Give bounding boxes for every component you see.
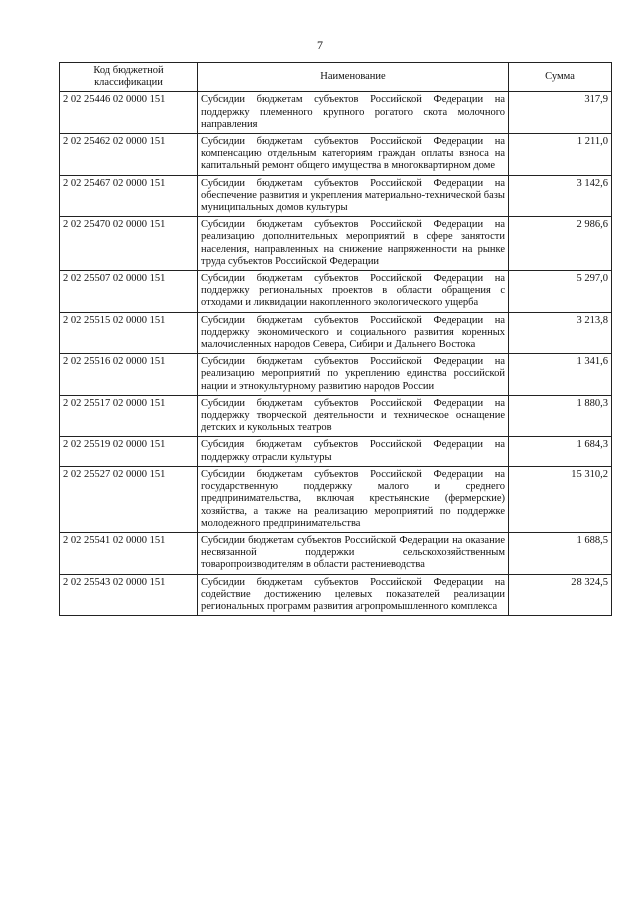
table-row (60, 354, 612, 396)
row-sum: 1 341,6 (509, 354, 612, 396)
row-name: Субсидии бюджетам субъектов Российской Федерации на реализацию дополнительных мероприятий в сфере занятости населения, направленных на снижение напряженности на рынке труда субъектов Российской Федерации (198, 217, 509, 271)
row-sum: 3 142,6 (509, 175, 612, 217)
row-name: Субсидии бюджетам субъектов Российской Федерации на поддержку экономического и социального развития коренных малочисленных народов Севера, Сибири и Дальнего Востока (198, 312, 509, 354)
table-body (60, 92, 612, 616)
row-name: Субсидия бюджетам субъектов Российской Федерации на поддержку отрасли культуры (198, 437, 509, 466)
row-name: Субсидии бюджетам субъектов Российской Федерации на реализацию мероприятий по укреплению единства российской нации и этнокультурному развитию народов России (198, 354, 509, 396)
row-code: 2 02 25515 02 0000 151 (60, 312, 198, 354)
table-row (60, 532, 612, 574)
header-code: Код бюджетной классификации (60, 63, 198, 92)
row-code: 2 02 25446 02 0000 151 (60, 92, 198, 134)
row-sum: 28 324,5 (509, 574, 612, 616)
row-code: 2 02 25470 02 0000 151 (60, 217, 198, 271)
table-row (60, 574, 612, 616)
row-name: Субсидии бюджетам субъектов Российской Федерации на поддержку региональных проектов в области обращения с отходами и ликвидации накопленного экологического ущерба (198, 271, 509, 313)
row-sum: 1 688,5 (509, 532, 612, 574)
header-sum: Сумма (509, 63, 612, 92)
row-sum: 1 211,0 (509, 134, 612, 176)
row-sum: 1 880,3 (509, 395, 612, 437)
table-row (60, 437, 612, 466)
row-code: 2 02 25517 02 0000 151 (60, 395, 198, 437)
table-header (60, 63, 612, 92)
table-row (60, 175, 612, 217)
header-row (60, 63, 612, 92)
row-code: 2 02 25462 02 0000 151 (60, 134, 198, 176)
table-row (60, 92, 612, 134)
row-code: 2 02 25516 02 0000 151 (60, 354, 198, 396)
row-name: Субсидии бюджетам субъектов Российской Федерации на оказание несвязанной поддержки сельскохозяйственным товаропроизводителям в области растениеводства (198, 532, 509, 574)
row-name: Субсидии бюджетам субъектов Российской Федерации на компенсацию отдельным категориям граждан оплаты взноса на капитальный ремонт общего имущества в многоквартирном доме (198, 134, 509, 176)
row-name: Субсидии бюджетам субъектов Российской Федерации на поддержку племенного крупного рогатого скота молочного направления (198, 92, 509, 134)
row-sum: 5 297,0 (509, 271, 612, 313)
table-row (60, 134, 612, 176)
table-row (60, 466, 612, 532)
row-code: 2 02 25519 02 0000 151 (60, 437, 198, 466)
row-name: Субсидии бюджетам субъектов Российской Федерации на государственную поддержку малого и среднего предпринимательства, включая крестьянские (фермерские) хозяйства, а также на реализацию мероприятий по поддержке молодежного предпринимательства (198, 466, 509, 532)
table-row (60, 217, 612, 271)
row-sum: 3 213,8 (509, 312, 612, 354)
row-sum: 317,9 (509, 92, 612, 134)
row-code: 2 02 25543 02 0000 151 (60, 574, 198, 616)
table-row (60, 312, 612, 354)
row-code: 2 02 25467 02 0000 151 (60, 175, 198, 217)
row-name: Субсидии бюджетам субъектов Российской Федерации на содействие достижению целевых показателей реализации региональных программ развития агропромышленного комплекса (198, 574, 509, 616)
row-sum: 15 310,2 (509, 466, 612, 532)
page-number: 7 (317, 38, 323, 52)
row-name: Субсидии бюджетам субъектов Российской Федерации на поддержку творческой деятельности и техническое оснащение детских и кукольных театров (198, 395, 509, 437)
row-name: Субсидии бюджетам субъектов Российской Федерации на обеспечение развития и укрепления материально-технической базы муниципальных домов культуры (198, 175, 509, 217)
table-row (60, 395, 612, 437)
header-name: Наименование (198, 63, 509, 92)
row-sum: 1 684,3 (509, 437, 612, 466)
budget-table (59, 62, 612, 616)
row-code: 2 02 25507 02 0000 151 (60, 271, 198, 313)
table-row (60, 271, 612, 313)
row-code: 2 02 25527 02 0000 151 (60, 466, 198, 532)
row-code: 2 02 25541 02 0000 151 (60, 532, 198, 574)
row-sum: 2 986,6 (509, 217, 612, 271)
